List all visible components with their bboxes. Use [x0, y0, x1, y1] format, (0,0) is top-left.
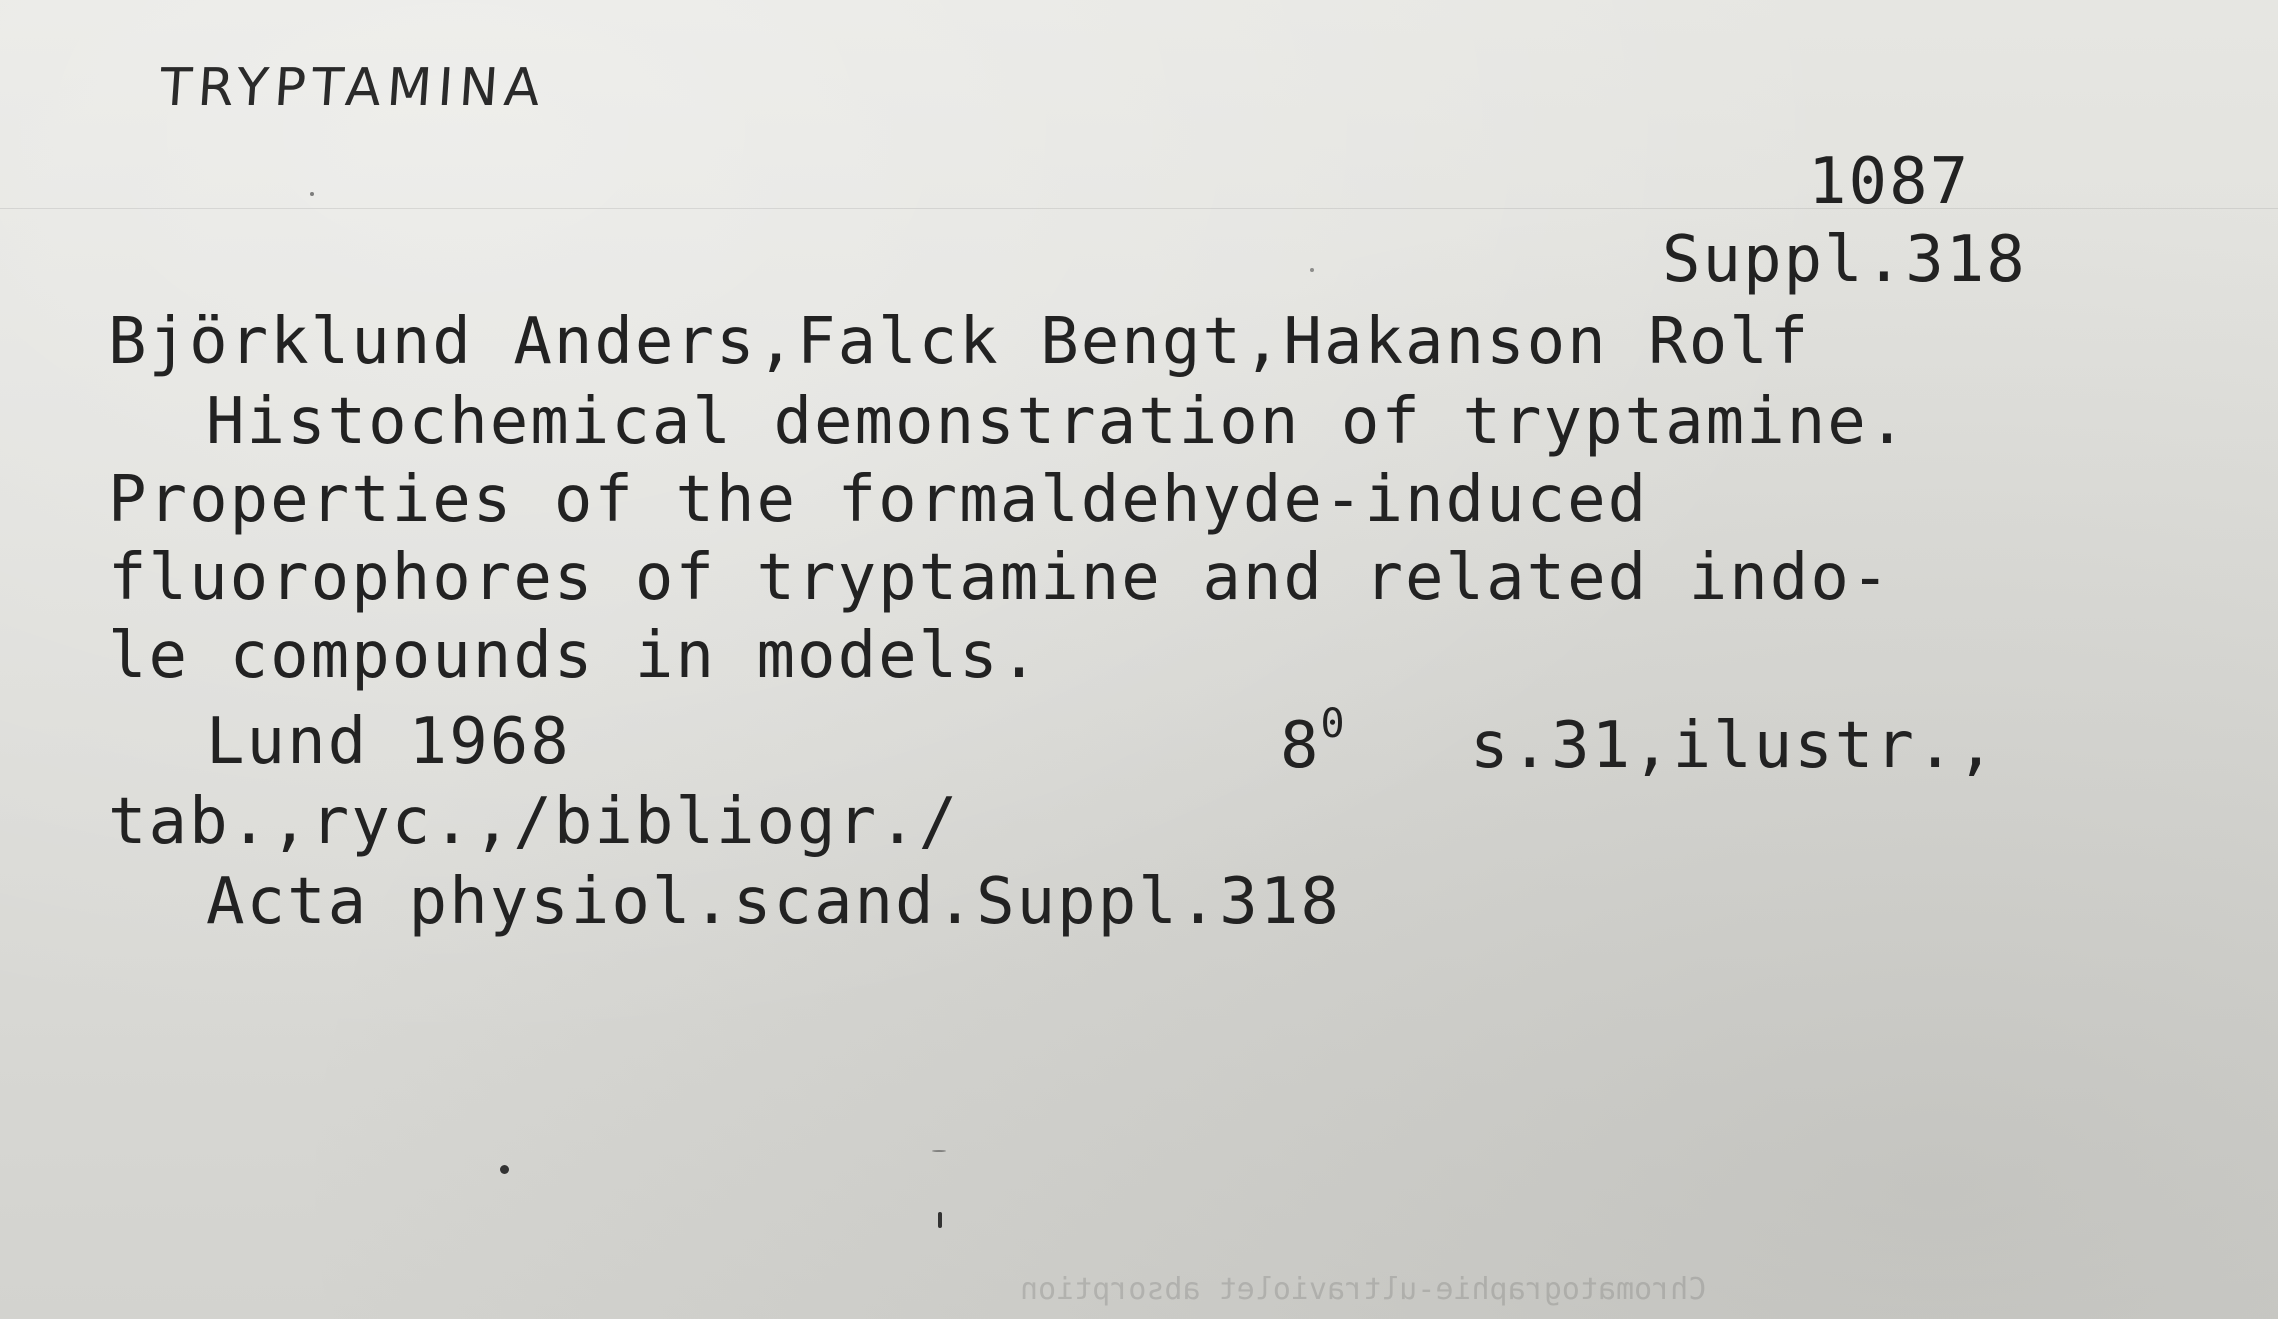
extent-continuation: tab.,ryc.,/bibliogr./	[108, 785, 960, 859]
format-size	[1280, 701, 1347, 783]
series-statement: Acta physiol.scand.Suppl.318	[206, 865, 1341, 939]
title-line-1: Histochemical demonstration of tryptamine.	[206, 385, 1909, 459]
pages-extent: s.31,ilustr.,	[1470, 709, 1997, 783]
format-degree: 0	[1320, 701, 1347, 747]
ink-speck	[1310, 268, 1314, 272]
imprint-place-year: Lund 1968	[206, 705, 571, 779]
authors-line: Björklund Anders,Falck Bengt,Hakanson Rolf	[108, 305, 1811, 379]
title-line-3: fluorophores of tryptamine and related indo-	[108, 541, 1892, 615]
ink-speck	[932, 1150, 946, 1152]
ink-speck	[500, 1165, 509, 1174]
call-number: 1087	[1808, 145, 1971, 219]
subject-heading: TRYPTAMINA	[157, 58, 548, 118]
supplement-number: Suppl.318	[1662, 223, 2027, 297]
format-number: 8	[1280, 709, 1321, 783]
title-line-2: Properties of the formaldehyde-induced	[108, 463, 1649, 537]
title-line-4: le compounds in models.	[108, 619, 1041, 693]
ink-speck	[310, 192, 314, 196]
bleed-through-text: Chromatographie-ultraviolet absorption	[1020, 1272, 1707, 1307]
ink-speck	[938, 1212, 942, 1228]
